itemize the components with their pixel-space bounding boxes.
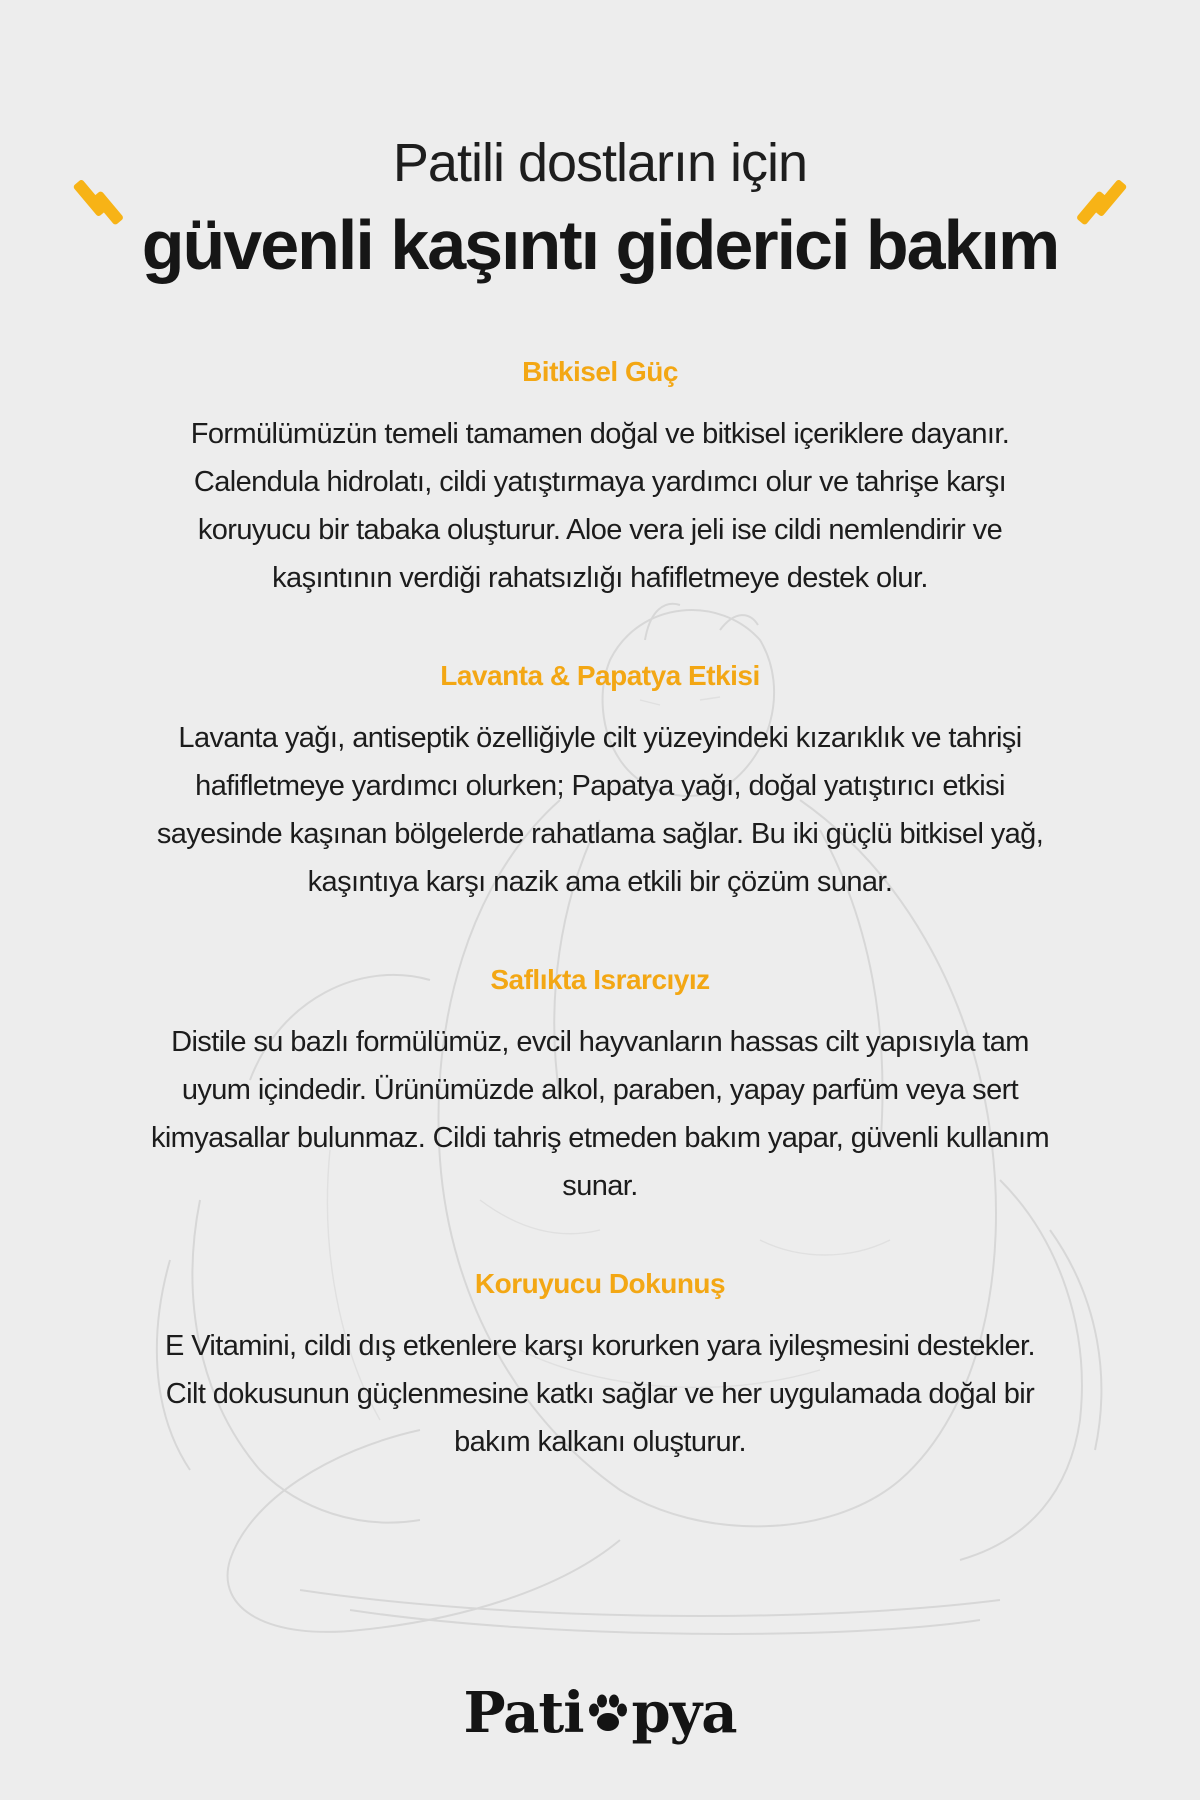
brand-logo [0, 1680, 1200, 1746]
section-bitkisel-guc [120, 348, 1080, 602]
section-body: Formülümüzün temeli tamamen doğal ve bitkisel içeriklere dayanır. Calendula hidrolatı, cildi yatıştırmaya yardımcı olur ve tahrişe karşı koruyucu bir tabaka oluşturur. Aloe vera jeli ise cildi nemlendirir ve kaşıntının verdiği rahatsızlığı hafifletmeye destek olur. [190, 418, 1010, 594]
paw-icon [585, 1692, 631, 1738]
header [0, 128, 1200, 290]
section-title: Bitkisel Güç [522, 356, 678, 387]
section-body: Lavanta yağı, antiseptik özelliğiyle cilt yüzeyindeki kızarıklık ve tahrişi hafifletmeye yardımcı olurken; Papatya yağı, doğal yatıştırıcı etkisi sayesinde kaşınan bölgelerde rahatlama sağlar. Bu iki güçlü bitkisel yağ, kaşıntıya karşı nazik ama etkili bir çözüm sunar. [156, 722, 1044, 898]
page-title: güvenli kaşıntı giderici bakım [141, 206, 1059, 284]
section-lavanta-papatya [120, 652, 1080, 906]
logo-text-left: Pati [463, 1680, 584, 1746]
section-koruyucu-dokunus [120, 1260, 1080, 1466]
section-title: Koruyucu Dokunuş [474, 1268, 726, 1299]
section-title: Lavanta & Papatya Etkisi [440, 660, 760, 691]
section-saflikta-israrciyiz [120, 956, 1080, 1210]
section-body: Distile su bazlı formülümüz, evcil hayvanların hassas cilt yapısıyla tam uyum içindedir. Ürünümüzde alkol, paraben, yapay parfüm veya sert kimyasallar bulunmaz. Cildi tahriş etmeden bakım yapar, güvenli kullanım sunar. [150, 1026, 1050, 1202]
content [0, 348, 1200, 1466]
section-body: E Vitamini, cildi dış etkenlere karşı korurken yara iyileşmesini destekler. Cilt dokusunun güçlenmesine katkı sağlar ve her uygulamada doğal bir bakım kalkanı oluşturur. [165, 1330, 1035, 1458]
page-subtitle: Patili dostların için [392, 133, 808, 193]
logo-text-right: pya [631, 1680, 737, 1746]
section-title: Saflıkta Israrcıyız [490, 964, 710, 995]
